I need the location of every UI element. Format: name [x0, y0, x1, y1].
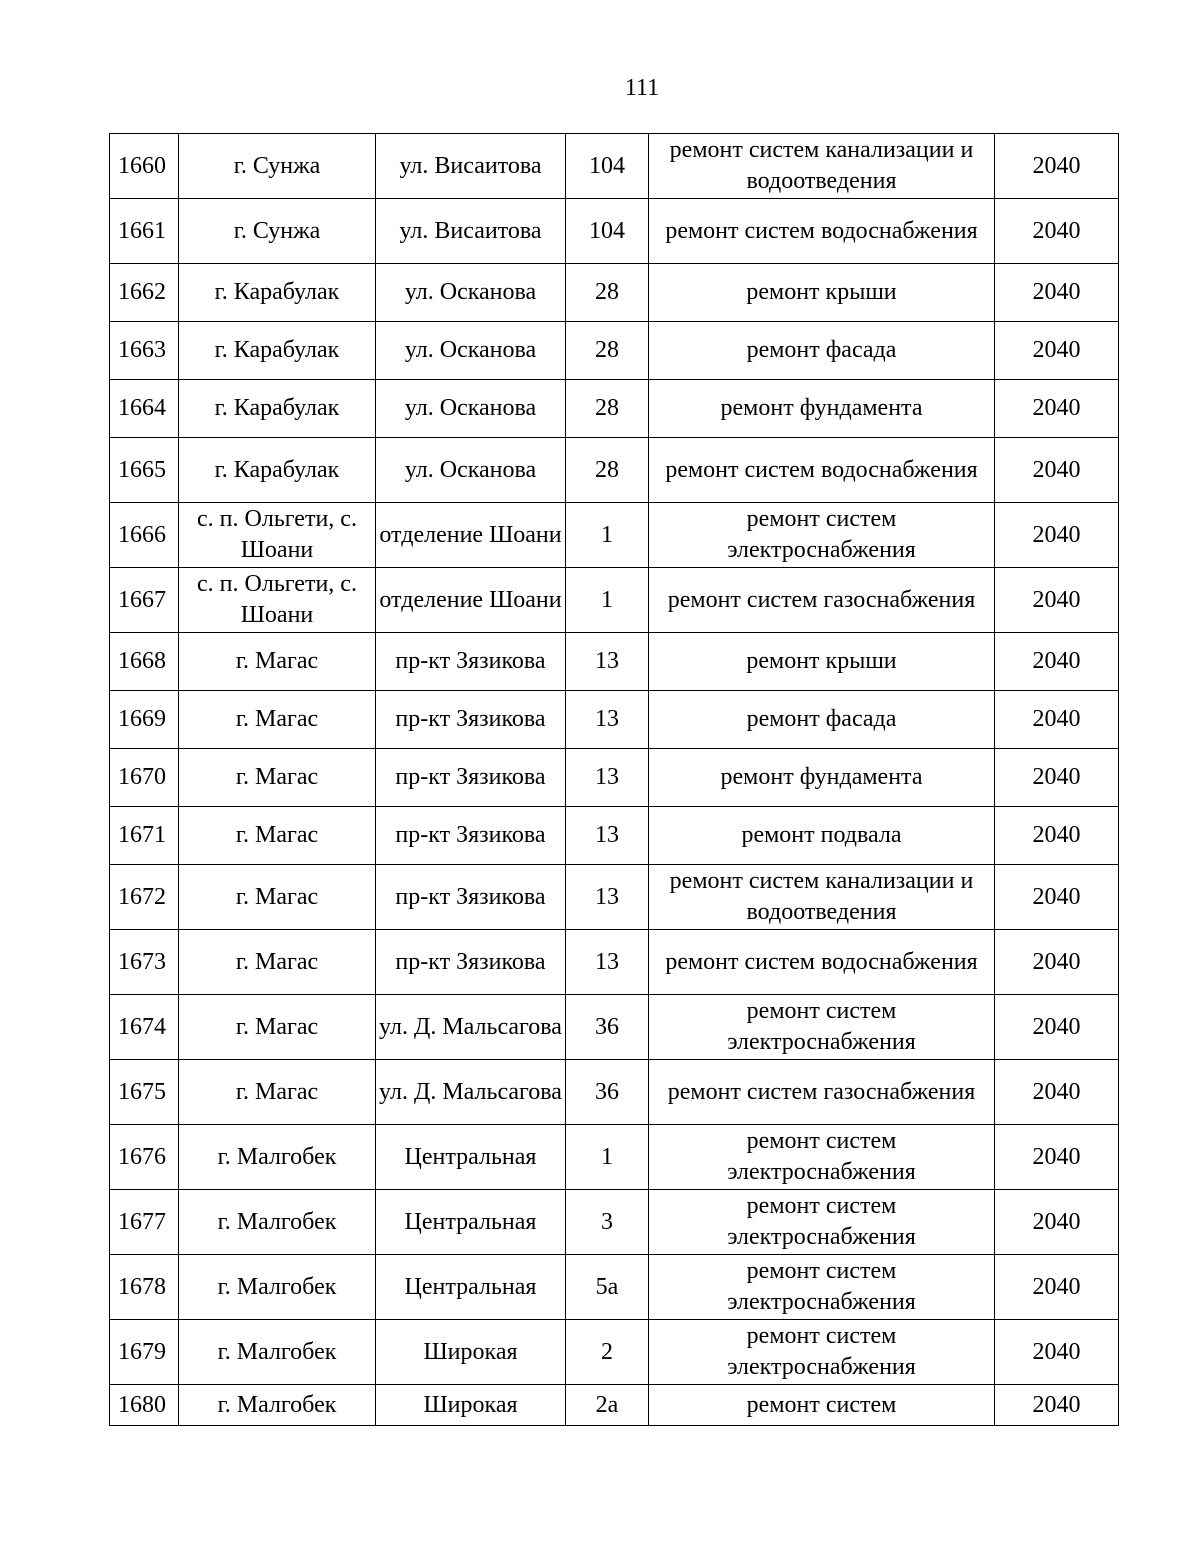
row-number: 1669 [110, 691, 179, 749]
row-number: 1672 [110, 865, 179, 930]
year-cell: 2040 [995, 1060, 1119, 1125]
work-type-cell: ремонт систем электроснабжения [649, 503, 995, 568]
table-row [110, 264, 1119, 322]
table-row [110, 633, 1119, 691]
table-row [110, 749, 1119, 807]
row-number: 1660 [110, 134, 179, 199]
locality-cell: г. Карабулак [179, 380, 376, 438]
row-number: 1679 [110, 1320, 179, 1385]
street-cell: пр-кт Зязикова [376, 807, 566, 865]
work-type-cell: ремонт крыши [649, 633, 995, 691]
table-row [110, 438, 1119, 503]
work-type-cell: ремонт систем водоснабжения [649, 199, 995, 264]
year-cell: 2040 [995, 1125, 1119, 1190]
year-cell: 2040 [995, 503, 1119, 568]
work-type-cell: ремонт систем электроснабжения [649, 1125, 995, 1190]
row-number: 1665 [110, 438, 179, 503]
house-cell: 28 [566, 438, 649, 503]
street-cell: Центральная [376, 1125, 566, 1190]
row-number: 1666 [110, 503, 179, 568]
row-number: 1662 [110, 264, 179, 322]
table-row [110, 1255, 1119, 1320]
locality-cell: г. Малгобек [179, 1125, 376, 1190]
street-cell: пр-кт Зязикова [376, 865, 566, 930]
locality-cell: г. Магас [179, 865, 376, 930]
year-cell: 2040 [995, 199, 1119, 264]
house-cell: 36 [566, 995, 649, 1060]
table-row [110, 380, 1119, 438]
table-row [110, 995, 1119, 1060]
row-number: 1677 [110, 1190, 179, 1255]
row-number: 1678 [110, 1255, 179, 1320]
house-cell: 13 [566, 865, 649, 930]
table-row [110, 322, 1119, 380]
table-row [110, 1190, 1119, 1255]
year-cell: 2040 [995, 264, 1119, 322]
work-type-cell: ремонт подвала [649, 807, 995, 865]
work-type-cell: ремонт фасада [649, 691, 995, 749]
locality-cell: г. Магас [179, 633, 376, 691]
house-cell: 2 [566, 1320, 649, 1385]
row-number: 1661 [110, 199, 179, 264]
locality-cell: с. п. Ольгети, с. Шоани [179, 568, 376, 633]
table-row [110, 568, 1119, 633]
house-cell: 13 [566, 633, 649, 691]
work-type-cell: ремонт систем газоснабжения [649, 1060, 995, 1125]
table-row [110, 807, 1119, 865]
year-cell: 2040 [995, 930, 1119, 995]
street-cell: пр-кт Зязикова [376, 633, 566, 691]
house-cell: 104 [566, 199, 649, 264]
house-cell: 1 [566, 503, 649, 568]
locality-cell: г. Карабулак [179, 438, 376, 503]
house-cell: 5а [566, 1255, 649, 1320]
table-row [110, 199, 1119, 264]
house-cell: 1 [566, 568, 649, 633]
house-cell: 13 [566, 807, 649, 865]
table-row [110, 1125, 1119, 1190]
house-cell: 104 [566, 134, 649, 199]
year-cell: 2040 [995, 865, 1119, 930]
house-cell: 2а [566, 1385, 649, 1426]
table-row [110, 1385, 1119, 1426]
locality-cell: г. Карабулак [179, 322, 376, 380]
row-number: 1668 [110, 633, 179, 691]
row-number: 1680 [110, 1385, 179, 1426]
work-type-cell: ремонт систем канализации и водоотведения [649, 865, 995, 930]
table-row [110, 930, 1119, 995]
row-number: 1664 [110, 380, 179, 438]
locality-cell: г. Магас [179, 1060, 376, 1125]
work-type-cell: ремонт фундамента [649, 380, 995, 438]
house-cell: 28 [566, 322, 649, 380]
work-type-cell: ремонт систем водоснабжения [649, 438, 995, 503]
work-type-cell: ремонт систем [649, 1385, 995, 1426]
work-type-cell: ремонт фундамента [649, 749, 995, 807]
locality-cell: с. п. Ольгети, с. Шоани [179, 503, 376, 568]
work-type-cell: ремонт крыши [649, 264, 995, 322]
street-cell: пр-кт Зязикова [376, 691, 566, 749]
locality-cell: г. Малгобек [179, 1385, 376, 1426]
house-cell: 13 [566, 749, 649, 807]
table-row [110, 691, 1119, 749]
street-cell: пр-кт Зязикова [376, 930, 566, 995]
row-number: 1674 [110, 995, 179, 1060]
work-type-cell: ремонт систем электроснабжения [649, 995, 995, 1060]
year-cell: 2040 [995, 1255, 1119, 1320]
street-cell: Широкая [376, 1385, 566, 1426]
row-number: 1663 [110, 322, 179, 380]
row-number: 1667 [110, 568, 179, 633]
street-cell: пр-кт Зязикова [376, 749, 566, 807]
work-type-cell: ремонт систем газоснабжения [649, 568, 995, 633]
year-cell: 2040 [995, 633, 1119, 691]
house-cell: 36 [566, 1060, 649, 1125]
work-type-cell: ремонт систем электроснабжения [649, 1190, 995, 1255]
street-cell: ул. Висаитова [376, 134, 566, 199]
locality-cell: г. Сунжа [179, 134, 376, 199]
house-cell: 28 [566, 380, 649, 438]
house-cell: 3 [566, 1190, 649, 1255]
house-cell: 13 [566, 930, 649, 995]
street-cell: ул. Осканова [376, 322, 566, 380]
year-cell: 2040 [995, 380, 1119, 438]
street-cell: Широкая [376, 1320, 566, 1385]
year-cell: 2040 [995, 1320, 1119, 1385]
table-row [110, 503, 1119, 568]
year-cell: 2040 [995, 995, 1119, 1060]
street-cell: ул. Осканова [376, 438, 566, 503]
row-number: 1670 [110, 749, 179, 807]
table-row [110, 1320, 1119, 1385]
street-cell: ул. Д. Мальсагова [376, 1060, 566, 1125]
year-cell: 2040 [995, 1385, 1119, 1426]
year-cell: 2040 [995, 691, 1119, 749]
street-cell: Центральная [376, 1255, 566, 1320]
work-type-cell: ремонт систем электроснабжения [649, 1320, 995, 1385]
street-cell: отделение Шоани [376, 503, 566, 568]
street-cell: ул. Осканова [376, 380, 566, 438]
row-number: 1675 [110, 1060, 179, 1125]
work-type-cell: ремонт фасада [649, 322, 995, 380]
work-type-cell: ремонт систем водоснабжения [649, 930, 995, 995]
locality-cell: г. Магас [179, 691, 376, 749]
locality-cell: г. Малгобек [179, 1320, 376, 1385]
locality-cell: г. Магас [179, 930, 376, 995]
year-cell: 2040 [995, 568, 1119, 633]
row-number: 1673 [110, 930, 179, 995]
year-cell: 2040 [995, 1190, 1119, 1255]
year-cell: 2040 [995, 322, 1119, 380]
street-cell: ул. Осканова [376, 264, 566, 322]
locality-cell: г. Малгобек [179, 1190, 376, 1255]
work-type-cell: ремонт систем электроснабжения [649, 1255, 995, 1320]
street-cell: Центральная [376, 1190, 566, 1255]
locality-cell: г. Малгобек [179, 1255, 376, 1320]
table-row [110, 134, 1119, 199]
locality-cell: г. Магас [179, 749, 376, 807]
locality-cell: г. Карабулак [179, 264, 376, 322]
locality-cell: г. Магас [179, 807, 376, 865]
house-cell: 28 [566, 264, 649, 322]
street-cell: ул. Д. Мальсагова [376, 995, 566, 1060]
house-cell: 13 [566, 691, 649, 749]
work-type-cell: ремонт систем канализации и водоотведения [649, 134, 995, 199]
repair-schedule-table [109, 133, 1119, 1426]
table-row [110, 865, 1119, 930]
table-row [110, 1060, 1119, 1125]
year-cell: 2040 [995, 134, 1119, 199]
row-number: 1676 [110, 1125, 179, 1190]
year-cell: 2040 [995, 749, 1119, 807]
page-number: 111 [624, 75, 660, 101]
locality-cell: г. Магас [179, 995, 376, 1060]
locality-cell: г. Сунжа [179, 199, 376, 264]
row-number: 1671 [110, 807, 179, 865]
street-cell: ул. Висаитова [376, 199, 566, 264]
street-cell: отделение Шоани [376, 568, 566, 633]
year-cell: 2040 [995, 438, 1119, 503]
house-cell: 1 [566, 1125, 649, 1190]
year-cell: 2040 [995, 807, 1119, 865]
